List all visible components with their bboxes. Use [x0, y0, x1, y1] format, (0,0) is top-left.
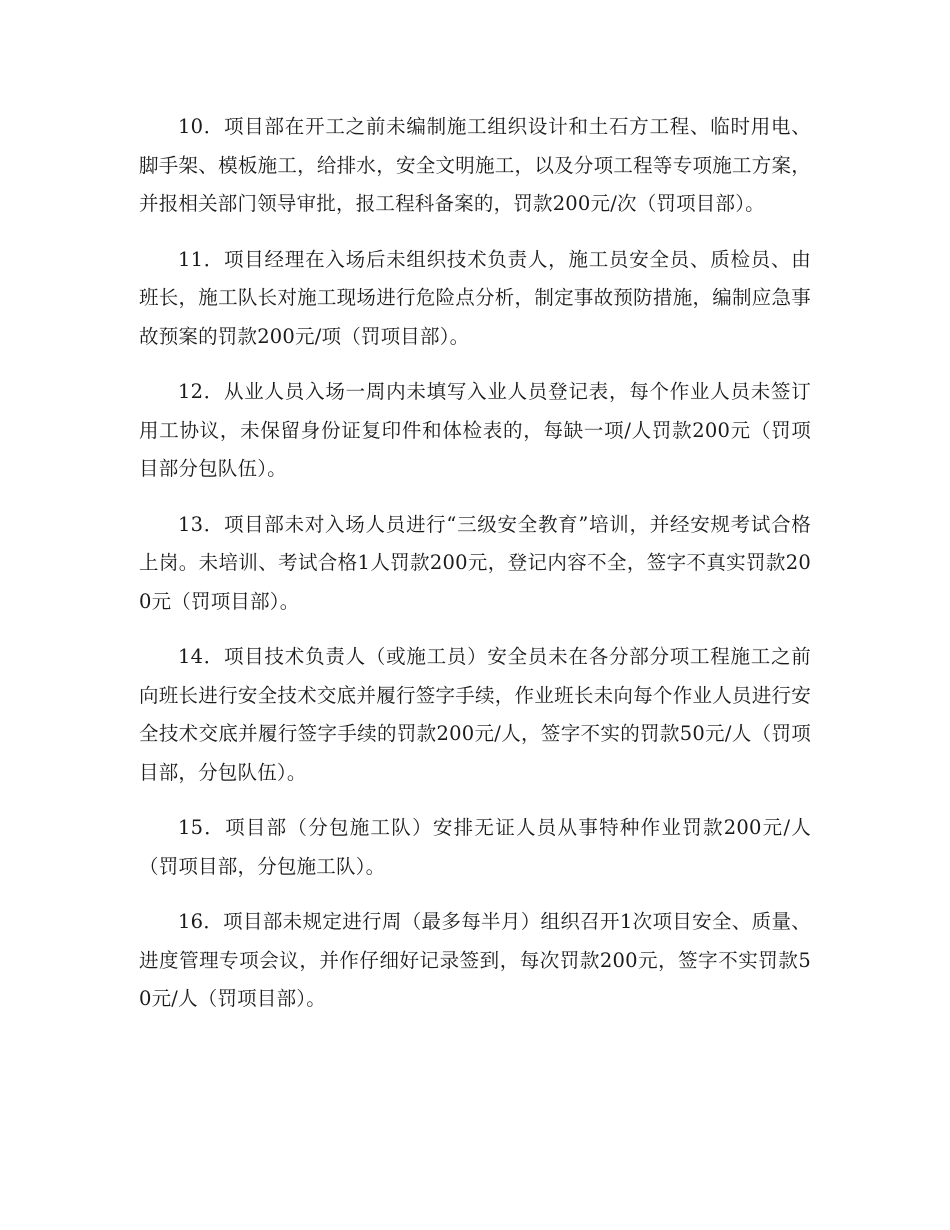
paragraph-item-15: 15．项目部（分包施工队）安排无证人员从事特种作业罚款200元/人（罚项目部，分包施工队）。: [139, 816, 811, 878]
paragraph-item-12: 12．从业人员入场一周内未填写入业人员登记表，每个作业人员未签订用工协议，未保留身份证复印件和体检表的，每缺一项/人罚款200元（罚项目部分包队伍）。: [139, 380, 811, 480]
paragraph-item-10: 10．项目部在开工之前未编制施工组织设计和土石方工程、临时用电、脚手架、模板施工，给排水，安全文明施工，以及分项工程等专项施工方案，并报相关部门领导审批，报工程科备案的，罚款200元/次（罚项目部）。: [139, 115, 811, 215]
paragraph-item-14: 14．项目技术负责人（或施工员）安全员未在各分部分项工程施工之前向班长进行安全技术交底并履行签字手续，作业班长未向每个作业人员进行安全技术交底并履行签字手续的罚款200元/人，签字不实的罚款50元/人（罚项目部，分包队伍）。: [139, 645, 811, 784]
paragraph-item-16: 16．项目部未规定进行周（最多每半月）组织召开1次项目安全、质量、进度管理专项会议，并作仔细好记录签到，每次罚款200元，签字不实罚款50元/人（罚项目部）。: [139, 910, 811, 1010]
paragraph-item-11: 11．项目经理在入场后未组织技术负责人，施工员安全员、质检员、由班长，施工队长对施工现场进行危险点分析，制定事故预防措施，编制应急事故预案的罚款200元/项（罚项目部）。: [139, 247, 811, 348]
paragraph-item-13: 13．项目部未对入场人员进行“三级安全教育”培训，并经安规考试合格上岗。未培训、考试合格1人罚款200元，登记内容不全，签字不真实罚款200元（罚项目部）。: [139, 512, 811, 613]
